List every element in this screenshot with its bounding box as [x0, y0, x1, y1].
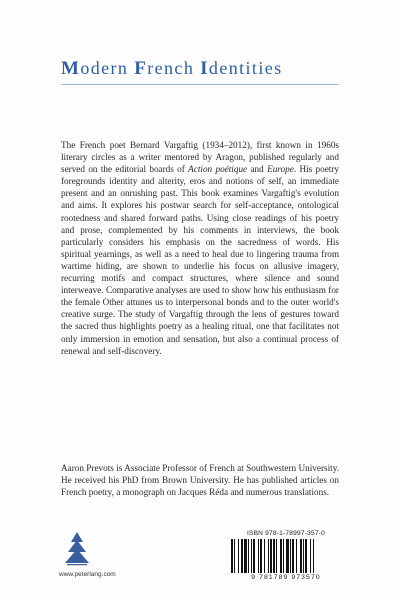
- barcode-bar: [253, 539, 255, 573]
- barcode-bar: [310, 539, 311, 573]
- series-title-letter: F: [134, 58, 148, 79]
- barcode-bar: [244, 539, 247, 573]
- barcode-bar: [300, 539, 302, 573]
- barcode-bar: [296, 539, 297, 573]
- barcode-bar: [286, 539, 289, 573]
- barcode-bar: [234, 539, 235, 573]
- barcode-bar: [276, 539, 277, 573]
- series-title: [61, 58, 283, 80]
- series-title-letter: M: [61, 58, 81, 79]
- author-bio: Aaron Prevots is Associate Professor of French at Southwestern University. He received his PhD from Brown University. He has published articles on French poetry, a monograph on Jacques Réda and numerous translations.: [61, 463, 339, 498]
- barcode-bar: [270, 539, 272, 573]
- publisher-url[interactable]: www.peterlang.com: [59, 571, 116, 578]
- barcode-bar: [305, 539, 307, 573]
- barcode-bar: [283, 539, 284, 573]
- barcode-bar: [290, 539, 291, 573]
- series-underline: [61, 84, 339, 85]
- barcode-bar: [303, 539, 304, 573]
- barcode-bar: [273, 539, 275, 573]
- series-title-letter: I: [200, 58, 209, 79]
- book-description: [61, 139, 339, 357]
- barcode-digits: 9 781789 973570: [251, 574, 321, 581]
- isbn-barcode-block: [230, 530, 342, 581]
- series-title-part: odern: [80, 58, 135, 78]
- barcode-bar: [238, 539, 239, 573]
- barcode-bar: [313, 539, 314, 573]
- barcode-bar: [251, 539, 252, 573]
- barcode-bar: [264, 539, 265, 573]
- barcode-bar: [231, 539, 233, 573]
- barcode-icon: [230, 539, 342, 573]
- description-text: The French poet Bernard Vargaftig (1934–2012), first known in 1960s literary circles as a writer mentored by Aragon, published regularly and served on the editorial boards of: [61, 140, 339, 175]
- journal-title: Europe: [267, 164, 294, 175]
- barcode-bar: [280, 539, 282, 573]
- barcode-bar: [260, 539, 262, 573]
- barcode-bar: [258, 539, 259, 573]
- barcode-bar: [268, 539, 269, 573]
- isbn-label: ISBN 978-1-78997-357-0: [246, 530, 326, 537]
- barcode-bar: [241, 539, 243, 573]
- journal-title: Action poétique: [188, 164, 248, 175]
- barcode-bar: [248, 539, 249, 573]
- peter-lang-logo-icon: [62, 530, 92, 568]
- description-text: and: [247, 164, 268, 175]
- series-title-part: rench: [147, 58, 201, 78]
- barcode-bar: [292, 539, 294, 573]
- series-title-part: dentities: [208, 58, 283, 78]
- description-text: . His poetry foregrounds identity and alterity, eros and notions of self, an immediate present and an onrushing past. This book examines Vargaftig's evolution and aims. It explores his postwar search for self-acceptance, ontological rootedness and shared forward paths. Using close readings of his poetry and prose, complemented by his comments in interviews, the book particularly considers his emphasis on the sacredness of words. His spiritual yearnings, as well as a need to heal due to lingering trauma from wartime hiding, are shown to underlie his focus on allusive imagery, recurring motifs and compact structures, where silence and sound interweave. Comparative analyses are used to show how his enthusiasm for the female Other attunes us to interpersonal bonds and to the outer world's creative surge. The study of Vargaftig through the lens of gestures toward the sacred thus highlights poetry as a healing ritual, one that facilitates not only immersion in emotion and sensation, but also a continual process of renewal and self-discovery.: [61, 164, 340, 356]
